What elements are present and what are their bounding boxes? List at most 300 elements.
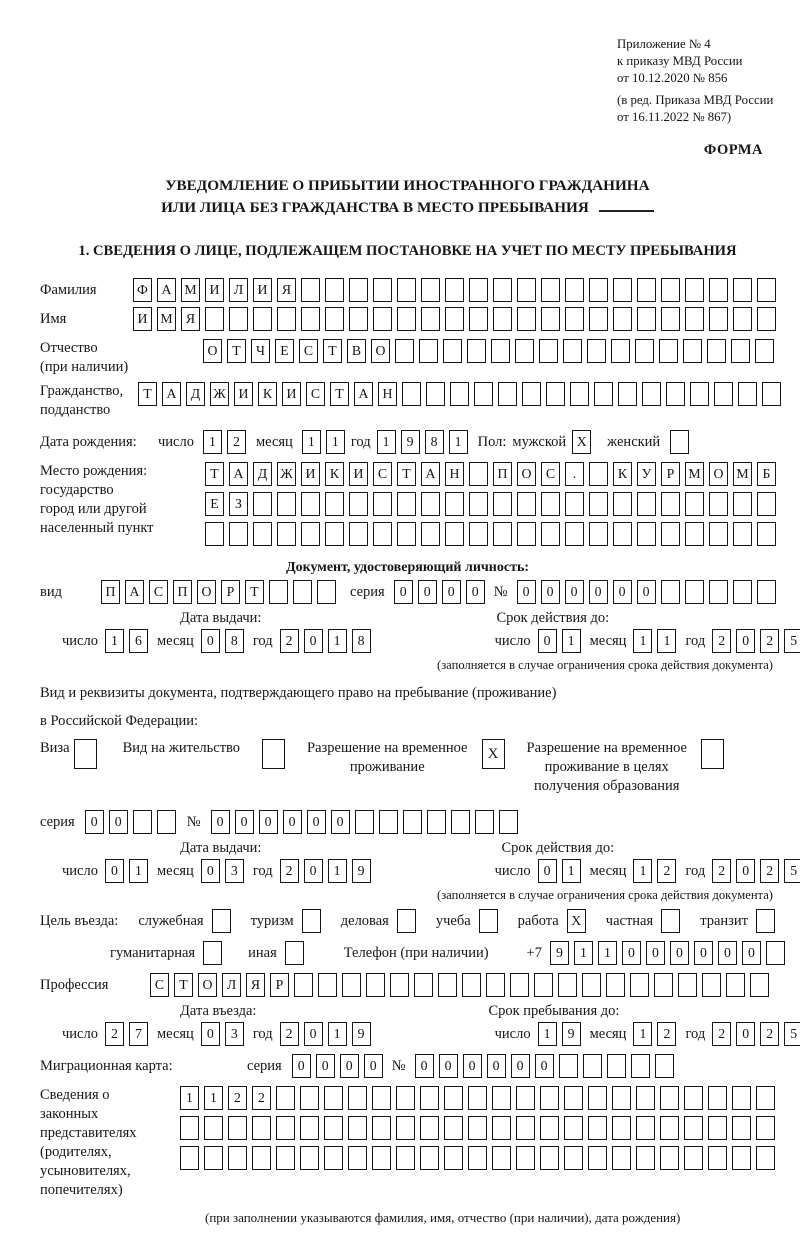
char-box[interactable]: 0 <box>201 1022 220 1046</box>
char-box[interactable] <box>469 462 488 486</box>
char-box[interactable]: 2 <box>712 629 731 653</box>
char-box[interactable]: 2 <box>280 629 299 653</box>
char-box[interactable] <box>709 522 728 546</box>
char-box[interactable] <box>301 307 320 331</box>
char-box[interactable] <box>709 307 728 331</box>
char-box[interactable]: И <box>282 382 301 406</box>
char-box[interactable] <box>451 810 470 834</box>
char-box[interactable] <box>426 382 445 406</box>
char-box[interactable] <box>541 492 560 516</box>
char-box[interactable] <box>563 339 582 363</box>
char-box[interactable] <box>660 1146 679 1170</box>
char-box[interactable] <box>685 492 704 516</box>
checkbox[interactable]: X <box>567 909 586 933</box>
char-box[interactable] <box>762 382 781 406</box>
char-box[interactable] <box>468 1146 487 1170</box>
char-box[interactable] <box>612 1086 631 1110</box>
char-box[interactable] <box>583 1054 602 1078</box>
char-box[interactable]: С <box>299 339 318 363</box>
char-box[interactable]: О <box>709 462 728 486</box>
char-box[interactable]: О <box>203 339 222 363</box>
char-box[interactable] <box>661 278 680 302</box>
char-box[interactable] <box>427 810 446 834</box>
char-box[interactable]: 1 <box>538 1022 557 1046</box>
char-box[interactable]: Д <box>186 382 205 406</box>
char-box[interactable] <box>348 1086 367 1110</box>
char-box[interactable] <box>755 339 774 363</box>
char-box[interactable] <box>516 1146 535 1170</box>
char-box[interactable] <box>733 307 752 331</box>
char-box[interactable]: 2 <box>657 859 676 883</box>
char-box[interactable]: 1 <box>204 1086 223 1110</box>
char-box[interactable] <box>565 492 584 516</box>
char-box[interactable] <box>660 1086 679 1110</box>
char-box[interactable]: 0 <box>637 580 656 604</box>
char-box[interactable] <box>655 1054 674 1078</box>
char-box[interactable] <box>613 492 632 516</box>
char-box[interactable] <box>540 1086 559 1110</box>
char-box[interactable] <box>301 492 320 516</box>
char-box[interactable] <box>733 492 752 516</box>
char-box[interactable]: 9 <box>401 430 420 454</box>
char-box[interactable] <box>444 1146 463 1170</box>
char-box[interactable] <box>462 973 481 997</box>
char-box[interactable]: 0 <box>307 810 326 834</box>
char-box[interactable]: 1 <box>574 941 593 965</box>
checkbox[interactable] <box>756 909 775 933</box>
char-box[interactable] <box>685 307 704 331</box>
char-box[interactable]: М <box>685 462 704 486</box>
char-box[interactable] <box>587 339 606 363</box>
char-box[interactable]: И <box>234 382 253 406</box>
char-box[interactable] <box>709 492 728 516</box>
char-box[interactable] <box>421 522 440 546</box>
char-box[interactable] <box>300 1146 319 1170</box>
char-box[interactable]: М <box>733 462 752 486</box>
char-box[interactable]: 2 <box>227 430 246 454</box>
char-box[interactable]: 0 <box>394 580 413 604</box>
char-box[interactable]: Л <box>222 973 241 997</box>
char-box[interactable]: 0 <box>517 580 536 604</box>
char-box[interactable] <box>443 339 462 363</box>
char-box[interactable]: А <box>421 462 440 486</box>
char-box[interactable]: 1 <box>562 859 581 883</box>
char-box[interactable]: 0 <box>736 859 755 883</box>
char-box[interactable] <box>486 973 505 997</box>
char-box[interactable] <box>708 1146 727 1170</box>
char-box[interactable] <box>390 973 409 997</box>
char-box[interactable] <box>642 382 661 406</box>
char-box[interactable]: К <box>258 382 277 406</box>
char-box[interactable] <box>293 580 312 604</box>
char-box[interactable] <box>492 1086 511 1110</box>
char-box[interactable]: 1 <box>203 430 222 454</box>
char-box[interactable]: А <box>229 462 248 486</box>
char-box[interactable] <box>348 1116 367 1140</box>
char-box[interactable]: 9 <box>550 941 569 965</box>
char-box[interactable] <box>493 278 512 302</box>
char-box[interactable] <box>493 522 512 546</box>
char-box[interactable]: И <box>349 462 368 486</box>
char-box[interactable] <box>565 522 584 546</box>
char-box[interactable]: 2 <box>760 1022 779 1046</box>
char-box[interactable]: . <box>565 462 584 486</box>
char-box[interactable] <box>373 307 392 331</box>
char-box[interactable] <box>499 810 518 834</box>
char-box[interactable]: Е <box>275 339 294 363</box>
char-box[interactable] <box>276 1086 295 1110</box>
char-box[interactable]: 0 <box>718 941 737 965</box>
char-box[interactable] <box>613 307 632 331</box>
char-box[interactable]: 0 <box>259 810 278 834</box>
char-box[interactable] <box>589 278 608 302</box>
char-box[interactable] <box>468 1116 487 1140</box>
char-box[interactable]: Н <box>378 382 397 406</box>
char-box[interactable]: Д <box>253 462 272 486</box>
char-box[interactable]: 2 <box>280 1022 299 1046</box>
checkbox[interactable] <box>262 739 285 769</box>
char-box[interactable] <box>205 522 224 546</box>
char-box[interactable] <box>589 462 608 486</box>
char-box[interactable] <box>541 522 560 546</box>
char-box[interactable] <box>756 1116 775 1140</box>
char-box[interactable] <box>685 580 704 604</box>
char-box[interactable] <box>757 492 776 516</box>
char-box[interactable]: 0 <box>463 1054 482 1078</box>
char-box[interactable]: 0 <box>613 580 632 604</box>
char-box[interactable] <box>269 580 288 604</box>
char-box[interactable] <box>661 492 680 516</box>
char-box[interactable]: 0 <box>418 580 437 604</box>
char-box[interactable] <box>157 810 176 834</box>
char-box[interactable] <box>301 278 320 302</box>
char-box[interactable] <box>685 522 704 546</box>
char-box[interactable]: 8 <box>352 629 371 653</box>
char-box[interactable]: 9 <box>562 1022 581 1046</box>
char-box[interactable] <box>539 339 558 363</box>
char-box[interactable] <box>444 1086 463 1110</box>
char-box[interactable] <box>732 1146 751 1170</box>
char-box[interactable]: А <box>125 580 144 604</box>
char-box[interactable]: О <box>198 973 217 997</box>
char-box[interactable] <box>750 973 769 997</box>
char-box[interactable] <box>612 1116 631 1140</box>
char-box[interactable] <box>757 522 776 546</box>
char-box[interactable] <box>445 492 464 516</box>
char-box[interactable]: П <box>173 580 192 604</box>
char-box[interactable]: Б <box>757 462 776 486</box>
char-box[interactable] <box>277 522 296 546</box>
char-box[interactable] <box>565 278 584 302</box>
char-box[interactable] <box>396 1086 415 1110</box>
char-box[interactable]: С <box>373 462 392 486</box>
char-box[interactable] <box>635 339 654 363</box>
char-box[interactable]: 0 <box>109 810 128 834</box>
char-box[interactable]: 1 <box>302 430 321 454</box>
char-box[interactable]: 2 <box>280 859 299 883</box>
char-box[interactable] <box>559 1054 578 1078</box>
char-box[interactable] <box>564 1086 583 1110</box>
char-box[interactable] <box>637 492 656 516</box>
char-box[interactable]: 0 <box>646 941 665 965</box>
char-box[interactable] <box>709 278 728 302</box>
char-box[interactable] <box>325 522 344 546</box>
char-box[interactable]: 1 <box>129 859 148 883</box>
char-box[interactable] <box>708 1116 727 1140</box>
char-box[interactable] <box>253 522 272 546</box>
char-box[interactable] <box>325 278 344 302</box>
char-box[interactable]: 1 <box>328 1022 347 1046</box>
char-box[interactable]: 1 <box>598 941 617 965</box>
char-box[interactable] <box>684 1146 703 1170</box>
char-box[interactable] <box>318 973 337 997</box>
checkbox[interactable] <box>397 909 416 933</box>
char-box[interactable] <box>301 522 320 546</box>
char-box[interactable]: 0 <box>589 580 608 604</box>
char-box[interactable]: Н <box>445 462 464 486</box>
char-box[interactable] <box>372 1086 391 1110</box>
char-box[interactable] <box>659 339 678 363</box>
char-box[interactable]: У <box>637 462 656 486</box>
char-box[interactable] <box>438 973 457 997</box>
char-box[interactable] <box>540 1146 559 1170</box>
char-box[interactable] <box>738 382 757 406</box>
char-box[interactable] <box>731 339 750 363</box>
char-box[interactable] <box>613 278 632 302</box>
char-box[interactable]: С <box>149 580 168 604</box>
char-box[interactable] <box>589 522 608 546</box>
char-box[interactable]: 9 <box>352 859 371 883</box>
char-box[interactable] <box>469 278 488 302</box>
char-box[interactable] <box>204 1116 223 1140</box>
char-box[interactable] <box>228 1116 247 1140</box>
char-box[interactable]: И <box>253 278 272 302</box>
char-box[interactable] <box>636 1116 655 1140</box>
char-box[interactable]: 8 <box>225 629 244 653</box>
char-box[interactable] <box>757 307 776 331</box>
char-box[interactable] <box>756 1086 775 1110</box>
char-box[interactable] <box>324 1146 343 1170</box>
char-box[interactable]: Р <box>661 462 680 486</box>
checkbox[interactable] <box>670 430 689 454</box>
char-box[interactable]: М <box>157 307 176 331</box>
char-box[interactable]: И <box>133 307 152 331</box>
char-box[interactable] <box>540 1116 559 1140</box>
char-box[interactable] <box>253 307 272 331</box>
char-box[interactable]: П <box>493 462 512 486</box>
char-box[interactable] <box>276 1116 295 1140</box>
char-box[interactable]: 0 <box>565 580 584 604</box>
char-box[interactable] <box>325 492 344 516</box>
char-box[interactable]: В <box>347 339 366 363</box>
char-box[interactable]: 0 <box>316 1054 335 1078</box>
char-box[interactable] <box>631 1054 650 1078</box>
char-box[interactable] <box>684 1116 703 1140</box>
char-box[interactable] <box>419 339 438 363</box>
char-box[interactable] <box>253 492 272 516</box>
char-box[interactable] <box>733 522 752 546</box>
char-box[interactable]: Я <box>246 973 265 997</box>
char-box[interactable] <box>637 522 656 546</box>
char-box[interactable] <box>397 492 416 516</box>
char-box[interactable] <box>661 580 680 604</box>
char-box[interactable]: 0 <box>85 810 104 834</box>
char-box[interactable]: 0 <box>201 859 220 883</box>
char-box[interactable]: З <box>229 492 248 516</box>
char-box[interactable]: 0 <box>736 629 755 653</box>
char-box[interactable] <box>517 522 536 546</box>
char-box[interactable] <box>732 1086 751 1110</box>
char-box[interactable] <box>421 307 440 331</box>
char-box[interactable]: 1 <box>326 430 345 454</box>
char-box[interactable] <box>324 1116 343 1140</box>
char-box[interactable]: 1 <box>328 629 347 653</box>
char-box[interactable]: 2 <box>657 1022 676 1046</box>
char-box[interactable]: Т <box>205 462 224 486</box>
char-box[interactable] <box>420 1116 439 1140</box>
char-box[interactable]: Е <box>205 492 224 516</box>
char-box[interactable] <box>420 1086 439 1110</box>
char-box[interactable] <box>252 1146 271 1170</box>
char-box[interactable] <box>558 973 577 997</box>
char-box[interactable]: Ф <box>133 278 152 302</box>
char-box[interactable] <box>678 973 697 997</box>
char-box[interactable]: 6 <box>129 629 148 653</box>
char-box[interactable] <box>588 1086 607 1110</box>
char-box[interactable]: О <box>197 580 216 604</box>
char-box[interactable] <box>397 278 416 302</box>
char-box[interactable] <box>636 1146 655 1170</box>
char-box[interactable] <box>732 1116 751 1140</box>
char-box[interactable] <box>397 522 416 546</box>
char-box[interactable] <box>564 1146 583 1170</box>
char-box[interactable]: 0 <box>331 810 350 834</box>
char-box[interactable]: 1 <box>633 629 652 653</box>
char-box[interactable] <box>444 1116 463 1140</box>
char-box[interactable] <box>379 810 398 834</box>
char-box[interactable]: 2 <box>760 859 779 883</box>
char-box[interactable] <box>474 382 493 406</box>
char-box[interactable]: Р <box>270 973 289 997</box>
char-box[interactable] <box>493 492 512 516</box>
char-box[interactable]: Т <box>138 382 157 406</box>
char-box[interactable]: 1 <box>633 859 652 883</box>
char-box[interactable] <box>450 382 469 406</box>
char-box[interactable]: 0 <box>415 1054 434 1078</box>
char-box[interactable]: 0 <box>304 859 323 883</box>
char-box[interactable] <box>534 973 553 997</box>
char-box[interactable]: А <box>354 382 373 406</box>
char-box[interactable]: 0 <box>622 941 641 965</box>
char-box[interactable]: 1 <box>633 1022 652 1046</box>
char-box[interactable]: 0 <box>466 580 485 604</box>
char-box[interactable]: 1 <box>449 430 468 454</box>
char-box[interactable]: 1 <box>180 1086 199 1110</box>
char-box[interactable]: 0 <box>538 629 557 653</box>
char-box[interactable] <box>582 973 601 997</box>
char-box[interactable]: Т <box>227 339 246 363</box>
char-box[interactable] <box>522 382 541 406</box>
char-box[interactable]: 1 <box>328 859 347 883</box>
char-box[interactable] <box>517 492 536 516</box>
char-box[interactable]: 0 <box>742 941 761 965</box>
char-box[interactable]: А <box>162 382 181 406</box>
char-box[interactable]: Ж <box>277 462 296 486</box>
char-box[interactable] <box>564 1116 583 1140</box>
char-box[interactable] <box>708 1086 727 1110</box>
char-box[interactable] <box>468 1086 487 1110</box>
char-box[interactable]: Т <box>174 973 193 997</box>
char-box[interactable] <box>510 973 529 997</box>
char-box[interactable] <box>349 278 368 302</box>
char-box[interactable] <box>300 1086 319 1110</box>
char-box[interactable] <box>324 1086 343 1110</box>
char-box[interactable]: Я <box>181 307 200 331</box>
char-box[interactable]: 2 <box>712 859 731 883</box>
char-box[interactable] <box>349 522 368 546</box>
char-box[interactable] <box>348 1146 367 1170</box>
char-box[interactable] <box>317 580 336 604</box>
char-box[interactable] <box>294 973 313 997</box>
char-box[interactable] <box>546 382 565 406</box>
char-box[interactable] <box>660 1116 679 1140</box>
checkbox[interactable] <box>302 909 321 933</box>
char-box[interactable] <box>709 580 728 604</box>
char-box[interactable] <box>515 339 534 363</box>
checkbox[interactable] <box>285 941 304 965</box>
char-box[interactable] <box>541 278 560 302</box>
char-box[interactable] <box>469 522 488 546</box>
char-box[interactable] <box>493 307 512 331</box>
char-box[interactable] <box>355 810 374 834</box>
char-box[interactable] <box>570 382 589 406</box>
char-box[interactable] <box>612 1146 631 1170</box>
char-box[interactable] <box>517 307 536 331</box>
checkbox[interactable] <box>661 909 680 933</box>
char-box[interactable]: С <box>541 462 560 486</box>
checkbox[interactable] <box>701 739 724 769</box>
char-box[interactable] <box>276 1146 295 1170</box>
char-box[interactable] <box>252 1116 271 1140</box>
char-box[interactable] <box>420 1146 439 1170</box>
char-box[interactable] <box>690 382 709 406</box>
char-box[interactable]: Т <box>245 580 264 604</box>
checkbox[interactable] <box>74 739 97 769</box>
char-box[interactable] <box>491 339 510 363</box>
char-box[interactable] <box>498 382 517 406</box>
char-box[interactable]: 3 <box>225 1022 244 1046</box>
checkbox[interactable] <box>203 941 222 965</box>
char-box[interactable] <box>445 522 464 546</box>
char-box[interactable]: 2 <box>760 629 779 653</box>
char-box[interactable]: 0 <box>487 1054 506 1078</box>
char-box[interactable] <box>342 973 361 997</box>
char-box[interactable] <box>397 307 416 331</box>
char-box[interactable] <box>565 307 584 331</box>
char-box[interactable] <box>766 941 785 965</box>
char-box[interactable] <box>589 492 608 516</box>
char-box[interactable] <box>714 382 733 406</box>
char-box[interactable] <box>661 307 680 331</box>
char-box[interactable] <box>516 1086 535 1110</box>
checkbox[interactable]: X <box>572 430 591 454</box>
char-box[interactable]: А <box>157 278 176 302</box>
char-box[interactable] <box>607 1054 626 1078</box>
char-box[interactable] <box>396 1146 415 1170</box>
checkbox[interactable] <box>212 909 231 933</box>
char-box[interactable]: 1 <box>105 629 124 653</box>
char-box[interactable] <box>421 278 440 302</box>
